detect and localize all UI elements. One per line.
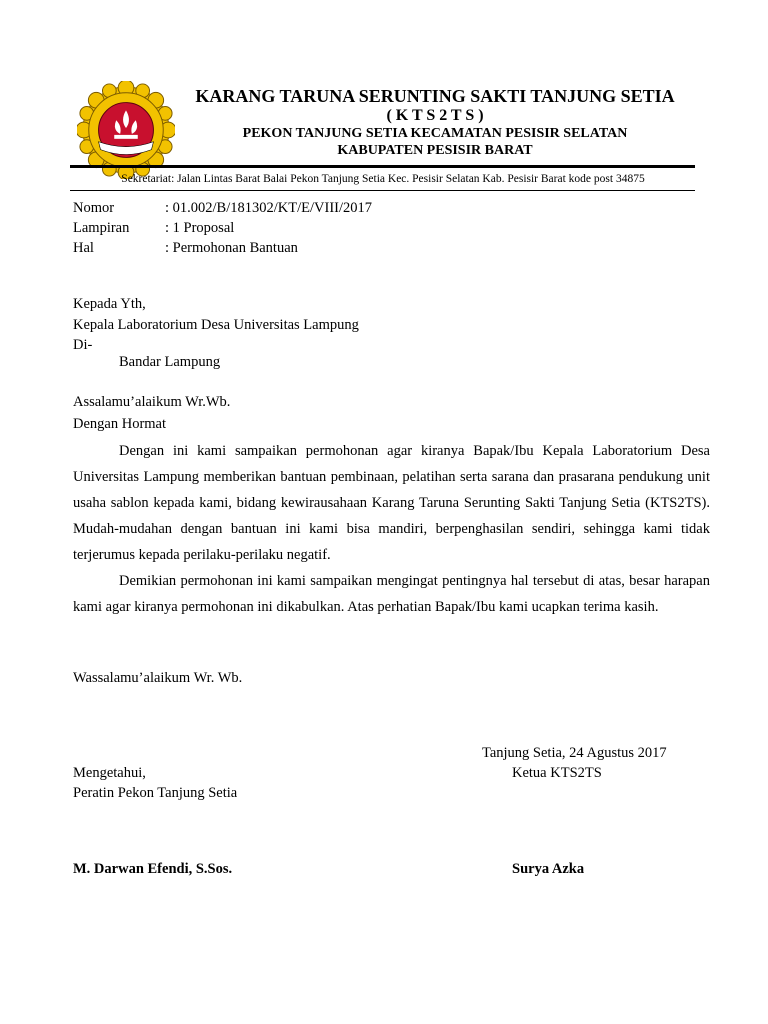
chairman-title: Ketua KTS2TS [512,765,602,781]
recipient-city: Bandar Lampung [119,354,221,370]
header-rule-thin [70,190,695,191]
place-date: Tanjung Setia, 24 Agustus 2017 [482,745,667,761]
acknowledged-label: Mengetahui, [73,765,146,781]
body-paragraph-2: Demikian permohonan ini kami sampaikan mengingat pentingnya hal tersebut di atas, besar harapan kami agar kiranya permohonan ini dikabulkan. Atas perhatian Bapak/Ibu kami ucapkan terima kasih. [73,573,710,615]
organization-abbreviation: ( K T S 2 T S ) [386,107,484,124]
organization-district: KABUPATEN PESISIR BARAT [337,143,533,158]
recipient-title: Kepala Laboratorium Desa Universitas Lampung [73,317,359,333]
lampiran-label: Lampiran [73,220,130,236]
lampiran-value: : 1 Proposal [165,220,235,236]
opening-hormat: Dengan Hormat [73,416,167,432]
hal-value: : Permohonan Bantuan [165,240,298,256]
opening-salam: Assalamu’alaikum Wr.Wb. [73,394,231,410]
village-head-name: M. Darwan Efendi, S.Sos. [73,861,233,877]
recipient-di: Di- [73,337,93,353]
village-head-title: Peratin Pekon Tanjung Setia [73,785,238,801]
recipient-greeting: Kepada Yth, [73,296,146,312]
nomor-label: Nomor [73,200,115,216]
nomor-value: : 01.002/B/181302/KT/E/VIII/2017 [165,200,373,216]
hal-label: Hal [73,240,94,256]
body-paragraph-1: Dengan ini kami sampaikan permohonan agar kiranya Bapak/Ibu Kepala Laboratorium Desa Universitas Lampung memberikan bantuan pembinaan, pelatihan serta sarana dan prasarana pendukung unit usaha sablon kepada kami, bidang kewirausahaan Karang Taruna Serunting Sakti Tanjung Setia (KTS2TS). Mudah-mudahan dengan bantuan ini kami bisa mandiri, berpenghasilan sendiri, sehingga kami tidak terjerumus kepada perilaku-perilaku negatif. [73,443,710,563]
header-rule-thick [70,165,695,168]
chairman-name: Surya Azka [512,861,585,877]
secretariat-address: Sekretariat: Jalan Lintas Barat Balai Pekon Tanjung Setia Kec. Pesisir Selatan Kab. Pesisir Barat kode post 34875 [121,173,645,185]
organization-region: PEKON TANJUNG SETIA KECAMATAN PESISIR SELATAN [242,126,628,141]
closing-salam: Wassalamu’alaikum Wr. Wb. [73,670,243,686]
organization-name: KARANG TARUNA SERUNTING SAKTI TANJUNG SETIA [195,86,675,106]
